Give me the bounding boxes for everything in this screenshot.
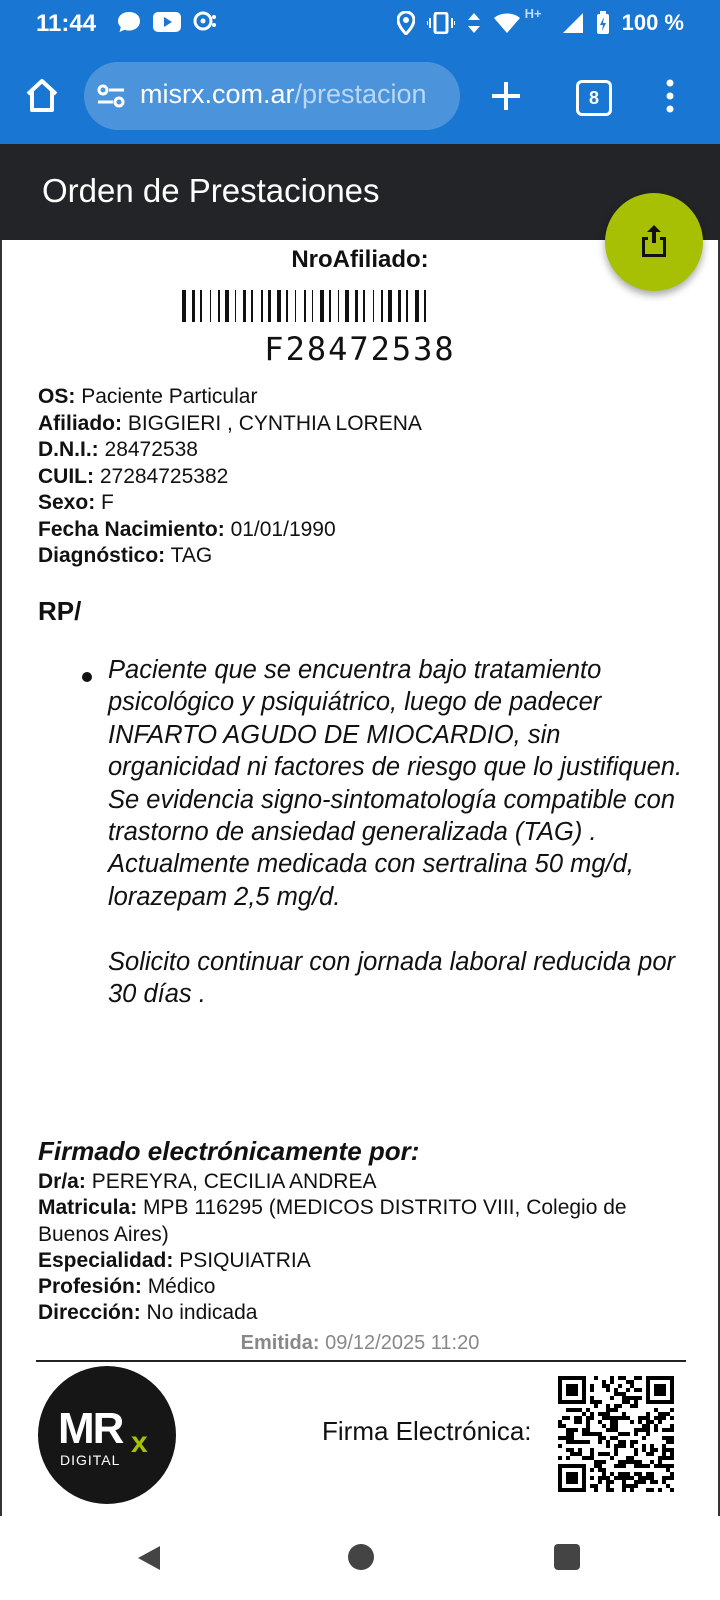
site-settings-icon[interactable] — [96, 82, 126, 110]
firma-electronica-label: Firma Electrónica: — [322, 1416, 532, 1446]
field-value: 28472538 — [104, 438, 198, 461]
barcode — [182, 290, 538, 322]
field-afiliado — [38, 411, 422, 438]
field-cuil — [38, 464, 422, 491]
system-nav-bar — [0, 1516, 720, 1600]
signed-by-title: Firmado electrónicamente por: — [38, 1136, 420, 1166]
prescription-text: Paciente que se encuentra bajo tratamiento psicológico y psiquiátrico, luego de padecer INFARTO AGUDO DE MIOCARDIO, sin organicidad ni factores de riesgo que lo justifiquen. Se evidencia signo-sintomatología compatible con trastorno de ansiedad generalizada (TAG) . Actualmente medicada con sertralina 50 mg/d, lorazepam 2,5 mg/d. Solicito continuar con jornada laboral reducida por 30 días . — [108, 656, 683, 1009]
more-menu-icon[interactable] — [664, 78, 676, 114]
network-type: H+ — [524, 5, 542, 21]
status-time: 11:44 — [36, 10, 97, 37]
field-label: D.N.I.: — [38, 438, 99, 461]
signer-fields — [38, 1169, 688, 1327]
field-label: Profesión: — [38, 1275, 142, 1299]
field-label: Fecha Nacimiento: — [38, 517, 225, 541]
battery-percent: 100 % — [621, 10, 684, 35]
recents-icon[interactable] — [554, 1544, 580, 1570]
field-label: Dirección: — [38, 1301, 141, 1325]
emitted-value: 09/12/2025 11:20 — [325, 1332, 480, 1354]
divider — [36, 1360, 686, 1362]
home-icon[interactable] — [22, 76, 62, 116]
share-upload-icon — [639, 223, 669, 259]
mrx-digital-logo — [38, 1366, 176, 1504]
field-value: Paciente Particular — [81, 385, 258, 408]
emitted-date — [2, 1332, 718, 1355]
logo-subtext: DIGITAL — [60, 1452, 121, 1468]
qr-code[interactable] — [558, 1376, 674, 1492]
url-text[interactable] — [140, 79, 450, 110]
url-path: /prestacion — [294, 79, 427, 109]
field-value: 27284725382 — [99, 464, 229, 488]
battery-icon — [596, 11, 610, 35]
field-label: Sexo: — [38, 491, 96, 514]
wifi-icon — [493, 12, 521, 34]
data-arrows-icon — [467, 12, 481, 34]
field-sexo — [38, 490, 422, 517]
signal-icon — [562, 12, 584, 34]
url-bar[interactable] — [84, 62, 460, 130]
location-icon — [397, 11, 415, 35]
field-label: OS: — [38, 385, 76, 408]
signer-matricula — [38, 1195, 688, 1248]
notification-icons — [116, 10, 218, 34]
field-label: Dr/a: — [38, 1170, 86, 1193]
signer-direccion — [38, 1300, 688, 1326]
field-label: CUIL: — [38, 464, 94, 488]
signer-doctor — [38, 1169, 688, 1195]
back-icon[interactable] — [136, 1544, 162, 1572]
field-value: 01/01/1990 — [230, 517, 336, 541]
rp-label: RP/ — [38, 596, 82, 626]
signer-especialidad — [38, 1248, 688, 1274]
system-icons — [397, 5, 684, 36]
field-value: MPB 116295 (MEDICOS DISTRITO VIII, Colegio de Buenos Aires) — [38, 1196, 627, 1246]
logo-text-x: x — [131, 1426, 148, 1459]
chat-bubble-icon — [116, 10, 142, 34]
vibrate-icon — [427, 12, 455, 34]
field-value: No indicada — [146, 1301, 258, 1325]
patient-fields — [38, 384, 422, 570]
field-value: PEREYRA, CECILIA ANDREA — [91, 1170, 377, 1193]
youtube-icon — [152, 11, 182, 33]
field-os — [38, 384, 422, 411]
barcode-value: F28472538 — [264, 330, 456, 368]
assistant-icon — [192, 10, 218, 34]
prescription-document — [0, 240, 720, 1516]
signer-profesion — [38, 1274, 688, 1300]
field-value: F — [101, 491, 114, 514]
field-value: PSIQUIATRIA — [179, 1248, 311, 1272]
field-label: Afiliado: — [38, 411, 122, 435]
logo-text: MR — [58, 1404, 123, 1453]
browser-toolbar — [0, 48, 720, 144]
url-domain: misrx.com.ar — [140, 79, 295, 109]
tab-switcher-button[interactable]: 8 — [576, 80, 612, 116]
field-value: TAG — [170, 544, 213, 567]
bullet-point — [82, 672, 92, 682]
field-value: Médico — [147, 1275, 216, 1299]
field-fecha-nacimiento — [38, 517, 422, 544]
emitted-label: Emitida: — [240, 1332, 320, 1354]
field-label: Matricula: — [38, 1196, 138, 1220]
page-title: Orden de Prestaciones — [42, 172, 380, 209]
status-bar — [0, 0, 720, 48]
share-button[interactable] — [605, 193, 703, 291]
home-nav-icon[interactable] — [348, 1544, 374, 1570]
field-value: BIGGIERI , CYNTHIA LORENA — [127, 411, 422, 435]
field-label: Especialidad: — [38, 1248, 174, 1272]
field-dni — [38, 437, 422, 464]
new-tab-icon[interactable] — [488, 78, 524, 114]
field-diagnostico — [38, 543, 422, 570]
field-label: Diagnóstico: — [38, 544, 166, 567]
nro-afiliado-label: NroAfiliado: — [291, 246, 429, 273]
